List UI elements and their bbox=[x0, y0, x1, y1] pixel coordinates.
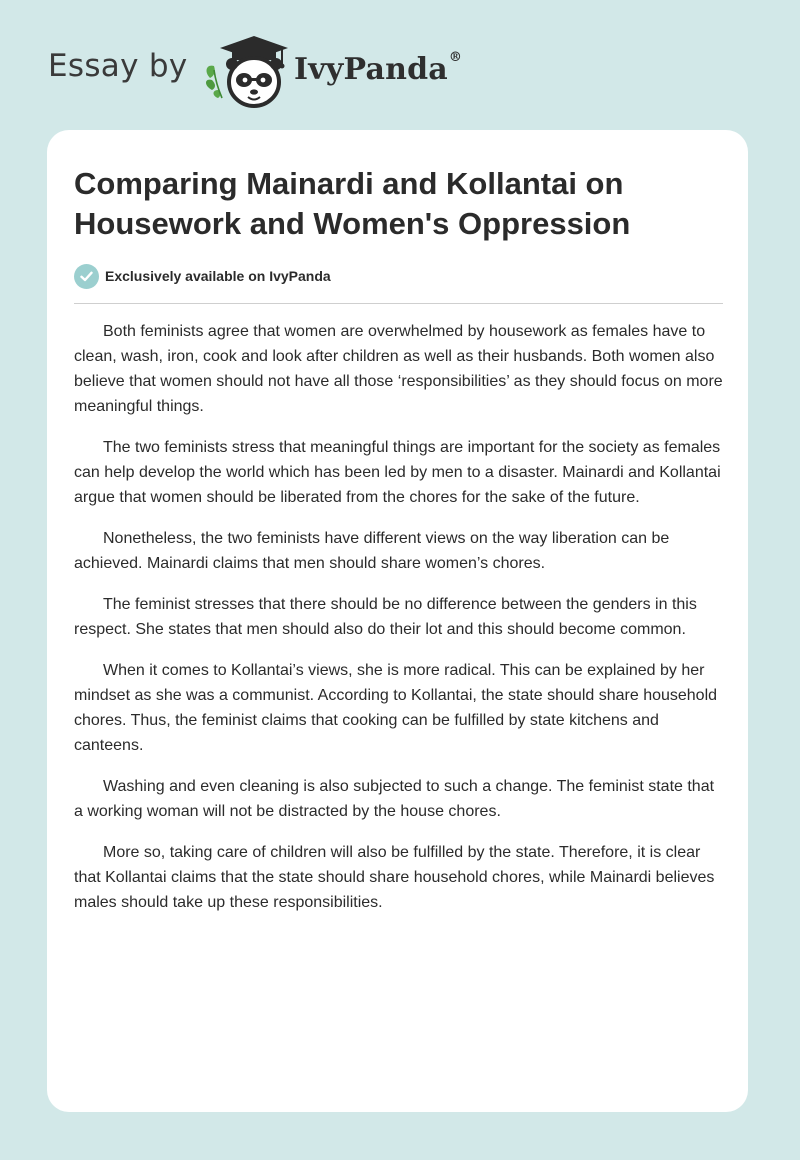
site-header bbox=[48, 34, 508, 114]
paragraph: Both feminists agree that women are overwhelmed by housework as females have to clean, wash, iron, cook and look after children as well as their husbands. Both women also believe that women should not have all those ‘responsibilities’ as they should focus on more meaningful things. bbox=[74, 323, 723, 415]
essay-title: Comparing Mainardi and Kollantai on Housework and Women's Oppression bbox=[74, 166, 631, 241]
essay-card bbox=[47, 130, 748, 1112]
paragraph: The two feminists stress that meaningful things are important for the society as females can help develop the world which has been led by men to a disaster. Mainardi and Kollantai argue that women should be liberated from the chores for the sake of the future. bbox=[74, 439, 721, 506]
essay-by-label: Essay by bbox=[48, 48, 188, 84]
exclusive-badge bbox=[74, 263, 331, 289]
paragraph: Washing and even cleaning is also subjected to such a change. The feminist state that a working woman will not be distracted by the house chores. bbox=[74, 778, 715, 820]
badge-label: Exclusively available on IvyPanda bbox=[105, 268, 331, 284]
registered-mark: ® bbox=[448, 50, 463, 65]
brand-name: IvyPanda bbox=[294, 52, 448, 87]
paragraph: When it comes to Kollantai’s views, she is more radical. This can be explained by her mindset as she was a communist. According to Kollantai, the state should share household chores. Thus, the feminist claims that cooking can be fulfilled by state kitchens and canteens. bbox=[74, 662, 718, 754]
paragraph: Nonetheless, the two feminists have different views on the way liberation can be achieved. Mainardi claims that men should share women’s chores. bbox=[74, 530, 670, 572]
paragraph: The feminist stresses that there should be no difference between the genders in this respect. She states that men should also do their lot and this should become common. bbox=[74, 596, 697, 638]
essay-body bbox=[74, 319, 726, 931]
check-circle-icon bbox=[74, 264, 99, 289]
divider bbox=[74, 303, 723, 304]
panda-graduate-icon[interactable] bbox=[202, 34, 290, 110]
paragraph: More so, taking care of children will also be fulfilled by the state. Therefore, it is clear that Kollantai claims that the state should share household chores, while Mainardi believes males should take up these responsibilities. bbox=[74, 844, 715, 911]
brand-logo-text[interactable] bbox=[294, 52, 462, 87]
